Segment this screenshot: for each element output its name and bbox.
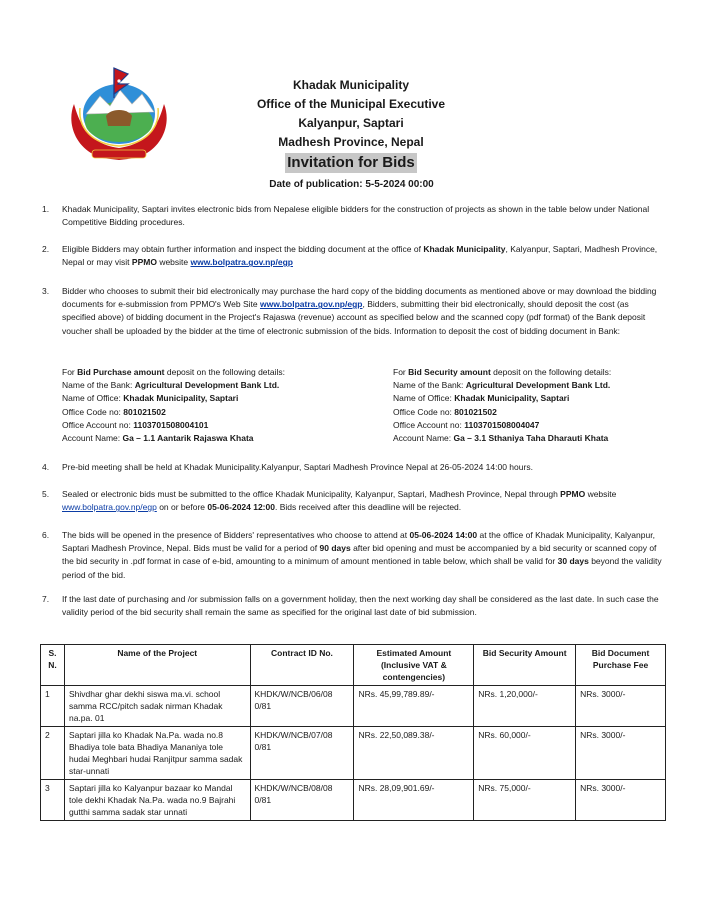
item-text: Sealed or electronic bids must be submitted to the office Khadak Municipality, Kalyanpur, Saptari, Madhesh Province, Nepal through PPMO website www.bolpatra.gov.np/egp on or before 05-06-2024 12:00. Bids received after this deadline will be rejected.	[62, 489, 617, 513]
municipality-name: Khadak Municipality	[292, 78, 410, 92]
office-code: Office Code no: 801021502	[62, 406, 166, 417]
bolpatra-link[interactable]: www.bolpatra.gov.np/egp	[62, 502, 157, 513]
office-location: Kalyanpur, Saptari	[298, 116, 404, 130]
bid-security-deposit-details	[393, 366, 663, 445]
item-text: Bidder who chooses to submit their bid electronically may purchase the hard copy of the bidding documents as mentioned above or may download the bidding documents for e-submission from PPMO's Web Site www.bolpatra.gov.np/egp, Bidders, submitting their bid electronically, should deposit the cost (as specified above) of bidding document in the Project's Rajaswa (revenue) account as specified below and the scanned copy (pdf format) of the Bank deposit voucher shall be uploaded by the bidder at the time of electronic submission of the bids. Information to deposit the cost of bidding document in Bank:	[62, 286, 657, 336]
item-number: 7.	[42, 594, 50, 604]
office-account: Office Account no: 1103701508004101	[62, 419, 209, 430]
table-header-row	[41, 645, 666, 686]
item-text: Khadak Municipality, Saptari invites electronic bids from Nepalese eligible bidders for the construction of projects as shown in the table below under National Competitive Bidding procedures.	[62, 204, 650, 228]
cell-sn: 1	[41, 686, 65, 727]
col-header-estimate: Estimated Amount (Inclusive VAT & contengencies)	[354, 645, 474, 686]
item-number: 2.	[42, 244, 50, 254]
table-row	[41, 727, 666, 780]
item-number: 5.	[42, 489, 50, 499]
cell-estimate: NRs. 28,09,901.69/-	[354, 780, 474, 821]
bolpatra-link[interactable]: www.bolpatra.gov.np/egp	[259, 299, 363, 310]
account-name: Account Name: Ga – 1.1 Aantarik Rajaswa Khata	[62, 433, 254, 444]
nepal-emblem-logo	[62, 64, 176, 164]
cell-contract: KHDK/W/NCB/07/08 0/81	[250, 727, 354, 780]
cell-fee: NRs. 3000/-	[576, 727, 666, 780]
cell-estimate: NRs. 22,50,089.38/-	[354, 727, 474, 780]
publication-date: Date of publication: 5-5-2024 00:00	[269, 179, 434, 190]
bid-purchase-deposit-details	[62, 366, 332, 445]
document-header	[200, 76, 502, 173]
cell-estimate: NRs. 45,99,789.89/-	[354, 686, 474, 727]
cell-fee: NRs. 3000/-	[576, 780, 666, 821]
deposit-heading: For Bid Security amount deposit on the following details:	[393, 367, 612, 377]
office-code: Office Code no: 801021502	[393, 406, 497, 417]
cell-security: NRs. 60,000/-	[474, 727, 576, 780]
projects-table	[40, 644, 666, 821]
office-account: Office Account no: 1103701508004047	[393, 419, 540, 430]
page-title: Invitation for Bids	[287, 154, 415, 171]
office-name: Name of Office: Khadak Municipality, Saptari	[393, 393, 570, 404]
cell-sn: 2	[41, 727, 65, 780]
account-name: Account Name: Ga – 3.1 Sthaniya Taha Dharauti Khata	[393, 433, 609, 444]
deposit-heading: For Bid Purchase amount deposit on the following details:	[62, 367, 286, 377]
cell-security: NRs. 75,000/-	[474, 780, 576, 821]
cell-contract: KHDK/W/NCB/06/08 0/81	[250, 686, 354, 727]
col-header-contract: Contract ID No.	[250, 645, 354, 686]
table-row	[41, 780, 666, 821]
cell-project: Shivdhar ghar dekhi siswa ma.vi. school samma RCC/pitch sadak nirman Khadak na.pa. 01	[64, 686, 250, 727]
cell-project: Saptari jilla ko Khadak Na.Pa. wada no.8 Bhadiya tole bata Bhadiya Mananiya tole hudai Meghbari hudai Ranjitpur samma sadak star-unnati	[64, 727, 250, 780]
item-number: 1.	[42, 204, 50, 214]
bank-name: Name of the Bank: Agricultural Development Bank Ltd.	[62, 380, 280, 391]
item-text: If the last date of purchasing and /or submission falls on a government holiday, then the next working day shall be considered as the last date. In such case the validity period of the bid security shall remain the same as specified for the original last date of bid submission.	[62, 594, 659, 618]
item-text: Pre-bid meeting shall be held at Khadak Municipality.Kalyanpur, Saptari Madhesh Province Nepal at 26-05-2024 14:00 hours.	[62, 462, 533, 472]
col-header-sn: S. N.	[41, 645, 65, 686]
item-text: Eligible Bidders may obtain further information and inspect the bidding document at the office of Khadak Municipality, Kalyanpur, Saptari, Madhesh Province, Nepal or may visit PPMO website www.bolpatra.gov.np/egp	[62, 244, 658, 268]
office-province: Madhesh Province, Nepal	[278, 135, 424, 149]
item-text: The bids will be opened in the presence of Bidders' representatives who choose to attend at 05-06-2024 14:00 at the office of Khadak Municipality, Kalyanpur, Saptari Madhesh Province, Nepal. Bids must be valid for a period of 90 days after bid opening and must be accompanied by a bid security or scanned copy of the bid security in .pdf format in case of e-bid, amounting to a minimum of amount mentioned in table below, which shall be valid for 30 days beyond the validity period of the bid.	[62, 530, 662, 580]
col-header-security: Bid Security Amount	[474, 645, 576, 686]
bank-name: Name of the Bank: Agricultural Development Bank Ltd.	[393, 380, 611, 391]
cell-contract: KHDK/W/NCB/08/08 0/81	[250, 780, 354, 821]
office-name: Office of the Municipal Executive	[256, 97, 446, 111]
col-header-fee: Bid Document Purchase Fee	[576, 645, 666, 686]
cell-security: NRs. 1,20,000/-	[474, 686, 576, 727]
item-number: 3.	[42, 286, 50, 296]
cell-fee: NRs. 3000/-	[576, 686, 666, 727]
col-header-project: Name of the Project	[64, 645, 250, 686]
cell-project: Saptari jilla ko Kalyanpur bazaar ko Mandal tole dekhi Khadak Na.Pa. wada no.9 Bajrahi gutthi samma sadak star unnati	[64, 780, 250, 821]
item-number: 6.	[42, 530, 50, 540]
bolpatra-link[interactable]: www.bolpatra.gov.np/egp	[190, 257, 293, 268]
cell-sn: 3	[41, 780, 65, 821]
office-name: Name of Office: Khadak Municipality, Saptari	[62, 393, 239, 404]
item-number: 4.	[42, 462, 50, 472]
table-row	[41, 686, 666, 727]
